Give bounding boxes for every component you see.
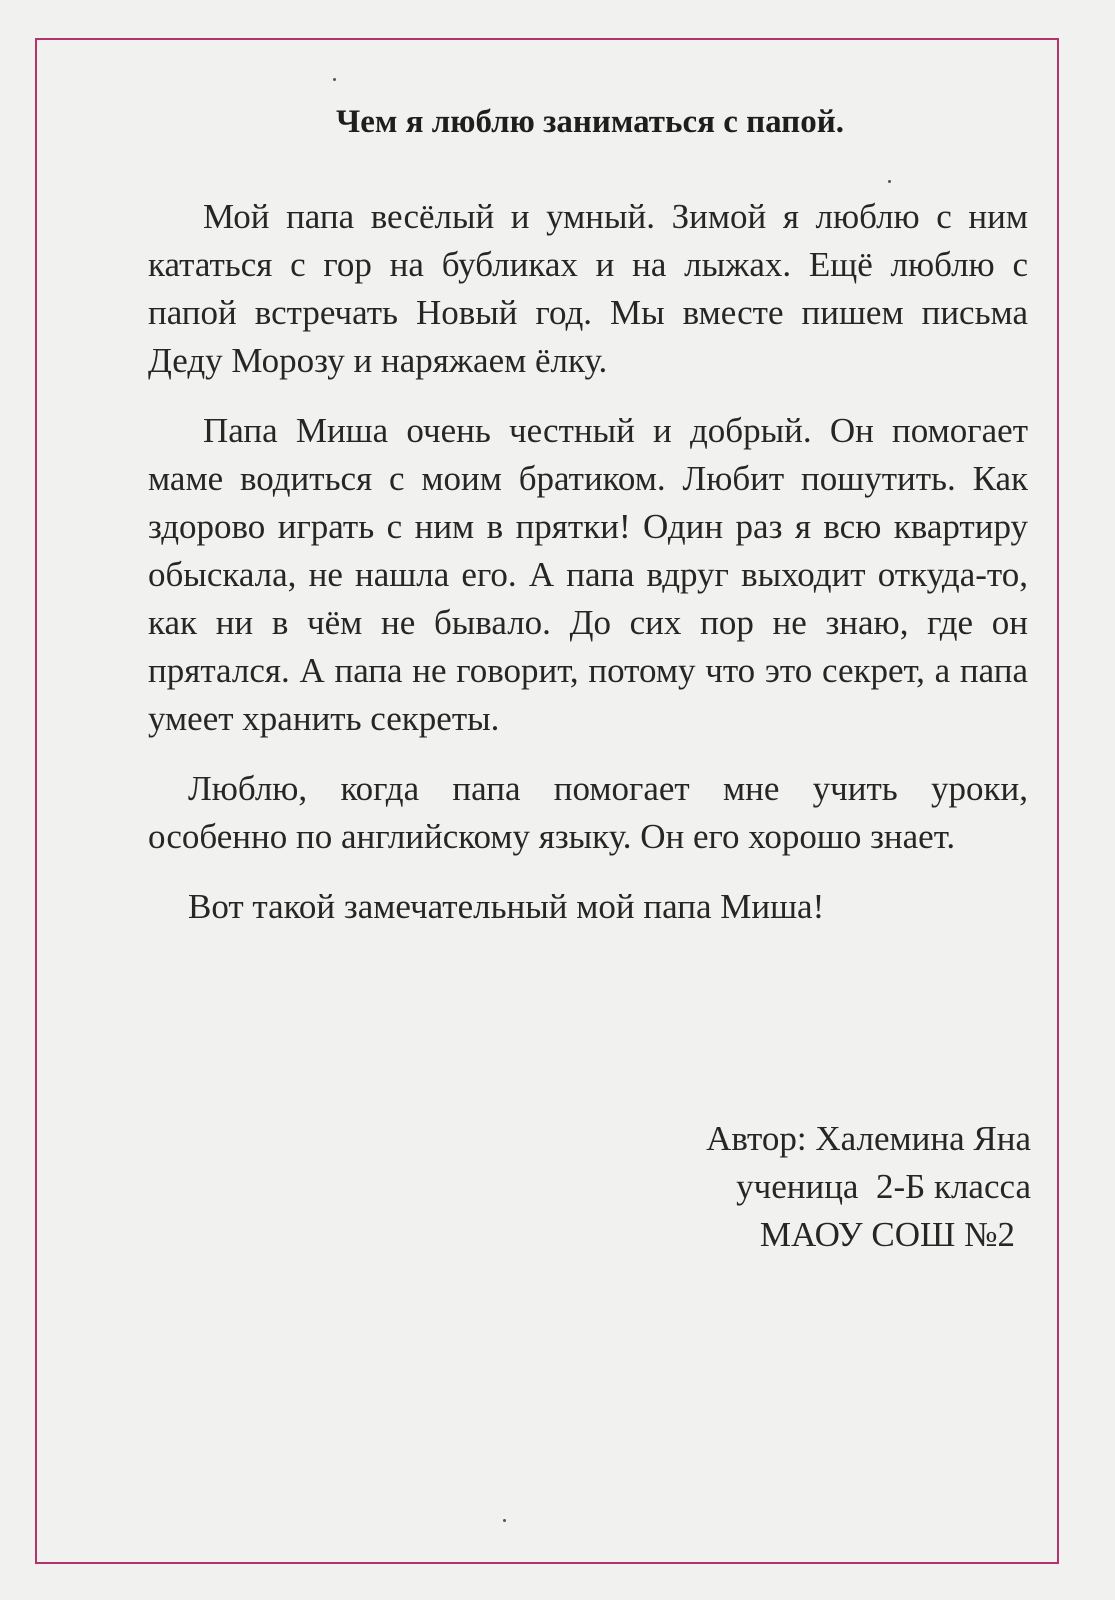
scan-speck — [888, 180, 891, 183]
document-body — [148, 193, 1028, 953]
author-signature-block — [706, 1115, 1031, 1259]
author-school: МАОУ СОШ №2 — [759, 1215, 1015, 1254]
paragraph-2: Папа Миша очень честный и добрый. Он помогает маме водиться с моим братиком. Любит пошутить. Как здорово играть с ним в прятки! Один раз я всю квартиру обыскала, не нашла его. А папа вдруг выходит откуда-то, как ни в чём не бывало. До сих пор не знаю, где он прятался. А папа не говорит, потому что это секрет, а папа умеет хранить секреты. — [148, 411, 1028, 738]
scan-speck — [333, 78, 336, 81]
paragraph-4: Вот такой замечательный мой папа Миша! — [188, 887, 825, 926]
paragraph-1: Мой папа весёлый и умный. Зимой я люблю с ним кататься с гор на бубликах и на лыжах. Ещё люблю с папой встречать Новый год. Мы вместе пишем письма Деду Морозу и наряжаем ёлку. — [148, 197, 1028, 380]
paragraph-3: Люблю, когда папа помогает мне учить уроки, особенно по английскому языку. Он его хорошо знает. — [148, 769, 1028, 856]
scan-speck — [503, 1519, 506, 1522]
author-class: ученица 2-Б класса — [736, 1167, 1031, 1206]
document-title: Чем я люблю заниматься с папой. — [336, 104, 844, 140]
author-name: Автор: Халемина Яна — [706, 1119, 1031, 1158]
